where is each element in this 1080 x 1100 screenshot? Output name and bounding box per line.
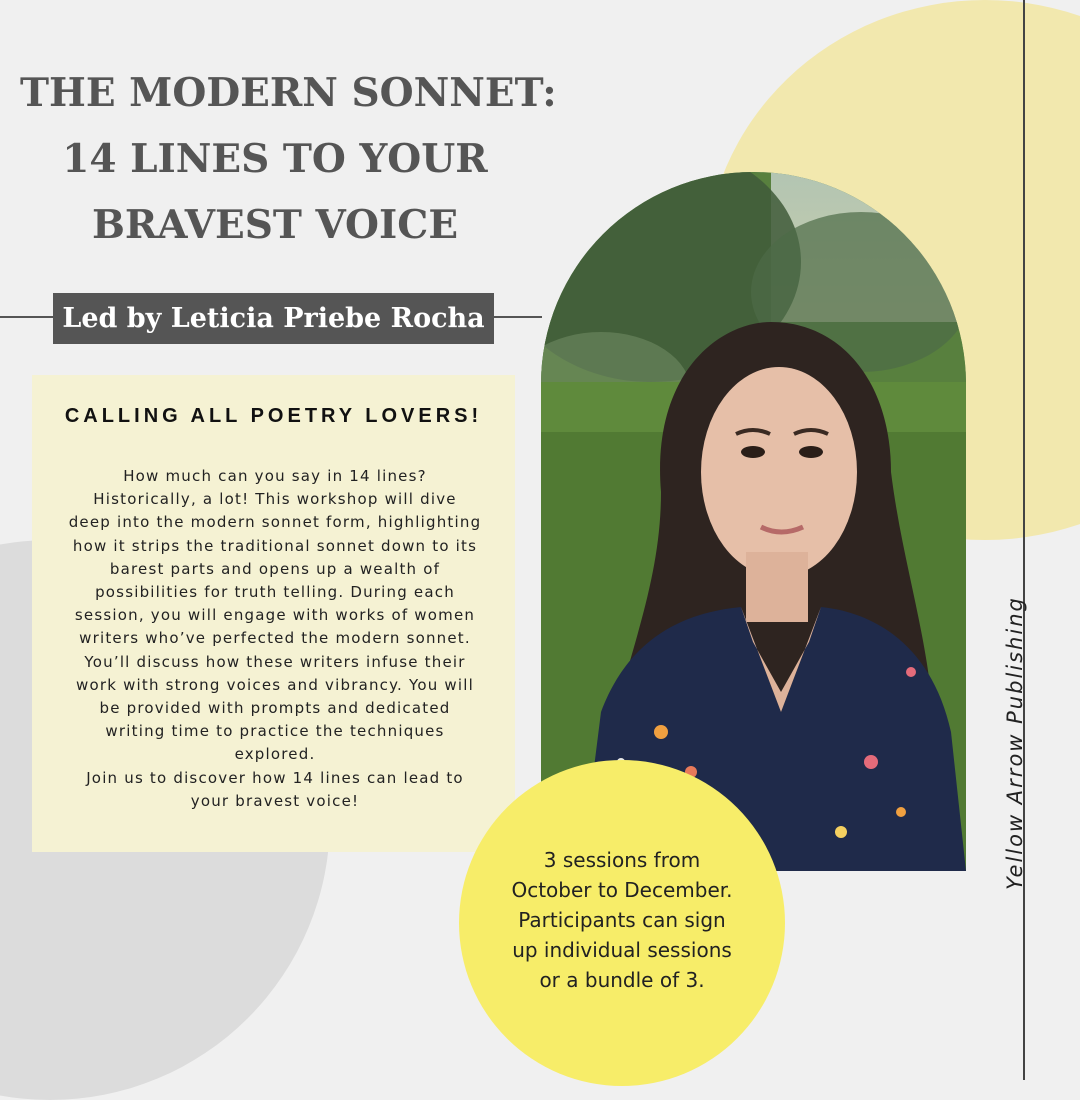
- description-line: Join us to discover how 14 lines can lead to: [86, 768, 464, 787]
- title-line: THE MODERN SONNET:: [20, 70, 557, 116]
- workshop-title: [20, 60, 557, 258]
- sessions-line: or a bundle of 3.: [539, 968, 705, 992]
- divider-left: [0, 316, 56, 318]
- sessions-line: 3 sessions from: [543, 848, 701, 872]
- description-line: How much can you say in 14 lines?: [123, 467, 427, 485]
- description-line: be provided with prompts and dedicated: [99, 699, 451, 718]
- description-line: possibilities for truth telling. During each: [95, 583, 455, 602]
- vertical-divider: [1023, 0, 1025, 1080]
- description-line: session, you will engage with works of women: [74, 606, 476, 625]
- description-line: your bravest voice!: [190, 791, 360, 810]
- description-line: writers who’ve perfected the modern sonnet.: [79, 629, 471, 648]
- description-line: work with strong voices and vibrancy. You will: [76, 675, 474, 694]
- title-line: BRAVEST VOICE: [91, 202, 459, 248]
- description-line: writing time to practice the techniques: [105, 722, 445, 741]
- description-line: how it strips the traditional sonnet down to its: [72, 536, 478, 555]
- description-body: [40, 465, 510, 813]
- sessions-line: October to December.: [511, 878, 733, 902]
- sessions-info: [487, 845, 757, 995]
- description-line: deep into the modern sonnet form, highlighting: [68, 513, 482, 532]
- description-line: barest parts and opens up a wealth of: [109, 559, 441, 578]
- description-line: Historically, a lot! This workshop will dive: [93, 490, 457, 509]
- divider-right: [494, 316, 542, 318]
- sessions-line: up individual sessions: [512, 938, 732, 962]
- description-line: You’ll discuss how these writers infuse their: [84, 652, 466, 671]
- description-card: [32, 375, 515, 852]
- instructor-banner: Led by Leticia Priebe Rocha: [53, 293, 494, 344]
- description-heading: CALLING ALL POETRY LOVERS!: [64, 405, 483, 427]
- sessions-line: Participants can sign: [518, 908, 726, 932]
- description-line: explored.: [234, 745, 316, 764]
- title-line: 14 LINES TO YOUR: [62, 136, 488, 182]
- publisher-name: Yellow Arrow Publishing: [1003, 596, 1027, 890]
